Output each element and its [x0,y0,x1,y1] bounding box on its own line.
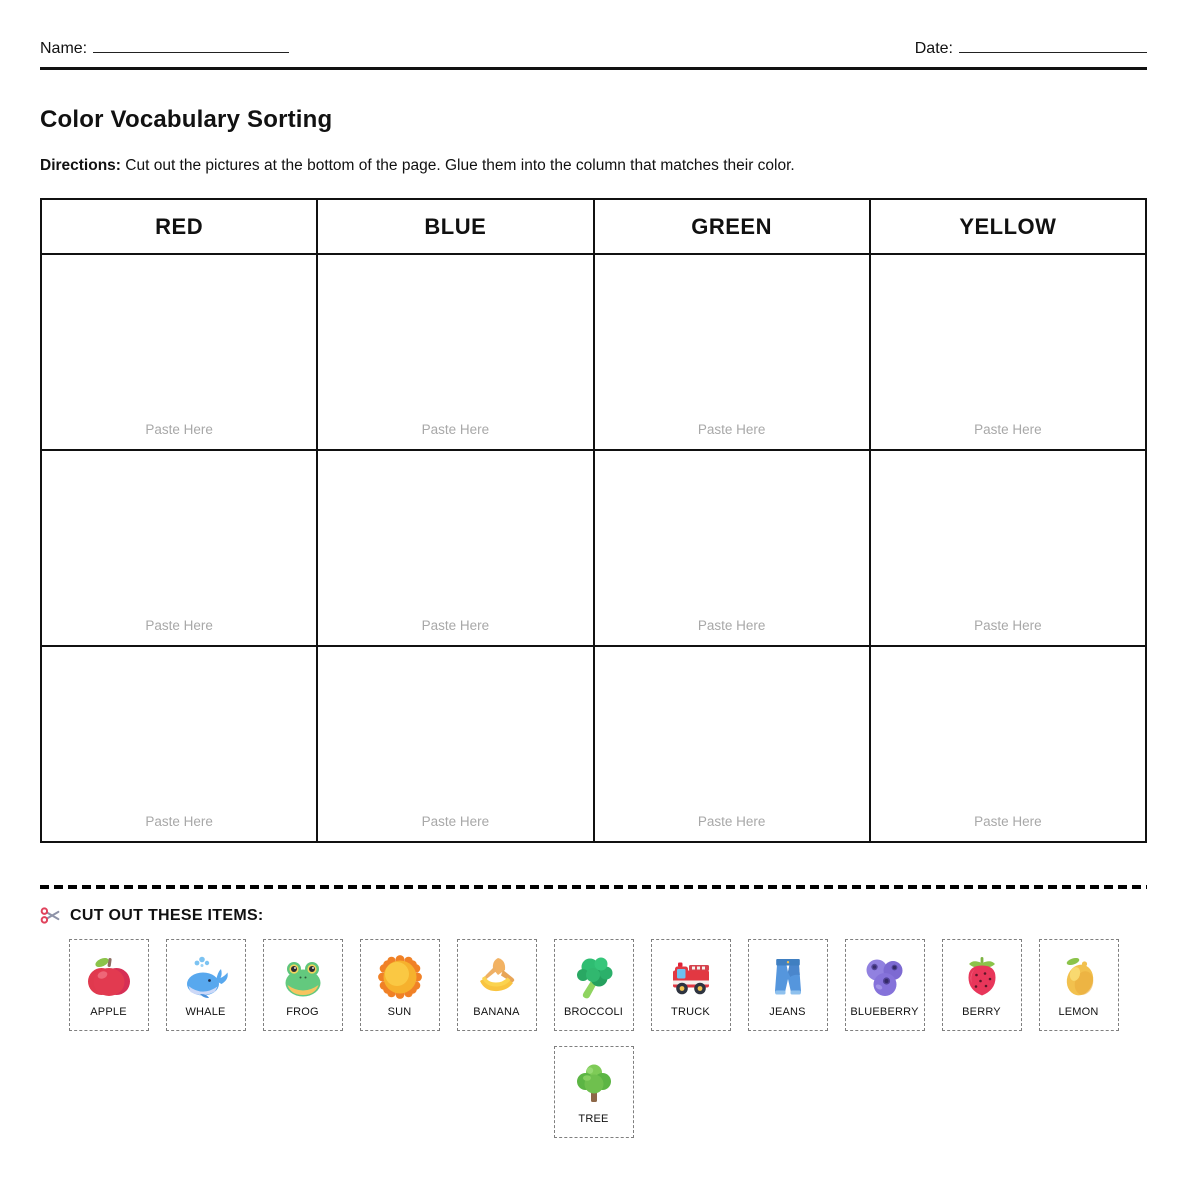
cutout-label: BLUEBERRY [850,1005,919,1018]
lemon-icon [1055,953,1103,1001]
cutout-section-header [40,905,1147,926]
cutout-label: FROG [286,1005,319,1018]
paste-cell-red-3: Paste Here [41,646,317,842]
jeans-icon [764,953,812,1001]
cutout-card-lemon [1039,939,1119,1031]
color-sorting-table [40,198,1147,843]
cutout-card-berry [942,939,1022,1031]
cutout-items-row [40,939,1147,1031]
whale-icon [182,953,230,1001]
cutout-label: WHALE [185,1005,226,1018]
truck-icon [667,953,715,1001]
cutout-card-whale [166,939,246,1031]
broccoli-icon [570,953,618,1001]
cutout-label: APPLE [90,1005,127,1018]
cutout-label: JEANS [769,1005,806,1018]
paste-cell-green-2: Paste Here [594,450,870,646]
header-divider [40,67,1147,70]
paste-cell-red-2: Paste Here [41,450,317,646]
cutout-items-row-2 [40,1046,1147,1138]
column-header-blue: BLUE [317,199,593,254]
banana-icon [473,953,521,1001]
date-field [915,38,1147,58]
column-header-yellow: YELLOW [870,199,1146,254]
paste-cell-green-1: Paste Here [594,254,870,450]
cutout-label: BROCCOLI [563,1005,624,1018]
cutout-label: BANANA [473,1005,520,1018]
table-row [41,254,1146,450]
paste-cell-blue-3: Paste Here [317,646,593,842]
cutout-card-broccoli [554,939,634,1031]
column-header-red: RED [41,199,317,254]
table-row [41,646,1146,842]
sun-icon [376,953,424,1001]
cutout-card-sun [360,939,440,1031]
cutout-card-apple [69,939,149,1031]
cutout-card-truck [651,939,731,1031]
cutout-label: LEMON [1058,1005,1099,1018]
paste-cell-blue-1: Paste Here [317,254,593,450]
date-label: Date: [914,40,953,57]
cutout-label: TREE [578,1112,609,1125]
blueberry-icon [861,953,909,1001]
scissors-icon [40,905,61,926]
cutout-heading: CUT OUT THESE ITEMS: [70,906,264,924]
apple-icon [85,953,133,1001]
column-header-green: GREEN [594,199,870,254]
cutout-card-frog [263,939,343,1031]
directions-text [40,157,1147,175]
name-date-row [40,0,1147,58]
page-title: Color Vocabulary Sorting [40,106,333,133]
paste-cell-yellow-1: Paste Here [870,254,1146,450]
frog-icon [279,953,327,1001]
paste-cell-yellow-3: Paste Here [870,646,1146,842]
cutout-card-tree [554,1046,634,1138]
cutout-card-banana [457,939,537,1031]
paste-cell-yellow-2: Paste Here [870,450,1146,646]
name-blank-line [93,38,289,53]
table-row [41,450,1146,646]
directions-label: Directions: [40,157,121,174]
paste-cell-blue-2: Paste Here [317,450,593,646]
tree-icon [570,1060,618,1108]
cutout-label: BERRY [962,1005,1001,1018]
berry-icon [958,953,1006,1001]
cutout-card-jeans [748,939,828,1031]
cutout-label: SUN [387,1005,412,1018]
cutout-label: TRUCK [671,1005,710,1018]
name-label: Name: [40,40,88,57]
paste-cell-red-1: Paste Here [41,254,317,450]
directions-body: Cut out the pictures at the bottom of the page. Glue them into the column that matches their color. [120,157,795,174]
dashed-cut-line [40,885,1147,889]
cutout-card-blueberry [845,939,925,1031]
date-blank-line [959,38,1147,53]
paste-cell-green-3: Paste Here [594,646,870,842]
table-header-row [41,199,1146,254]
name-field [40,38,289,58]
